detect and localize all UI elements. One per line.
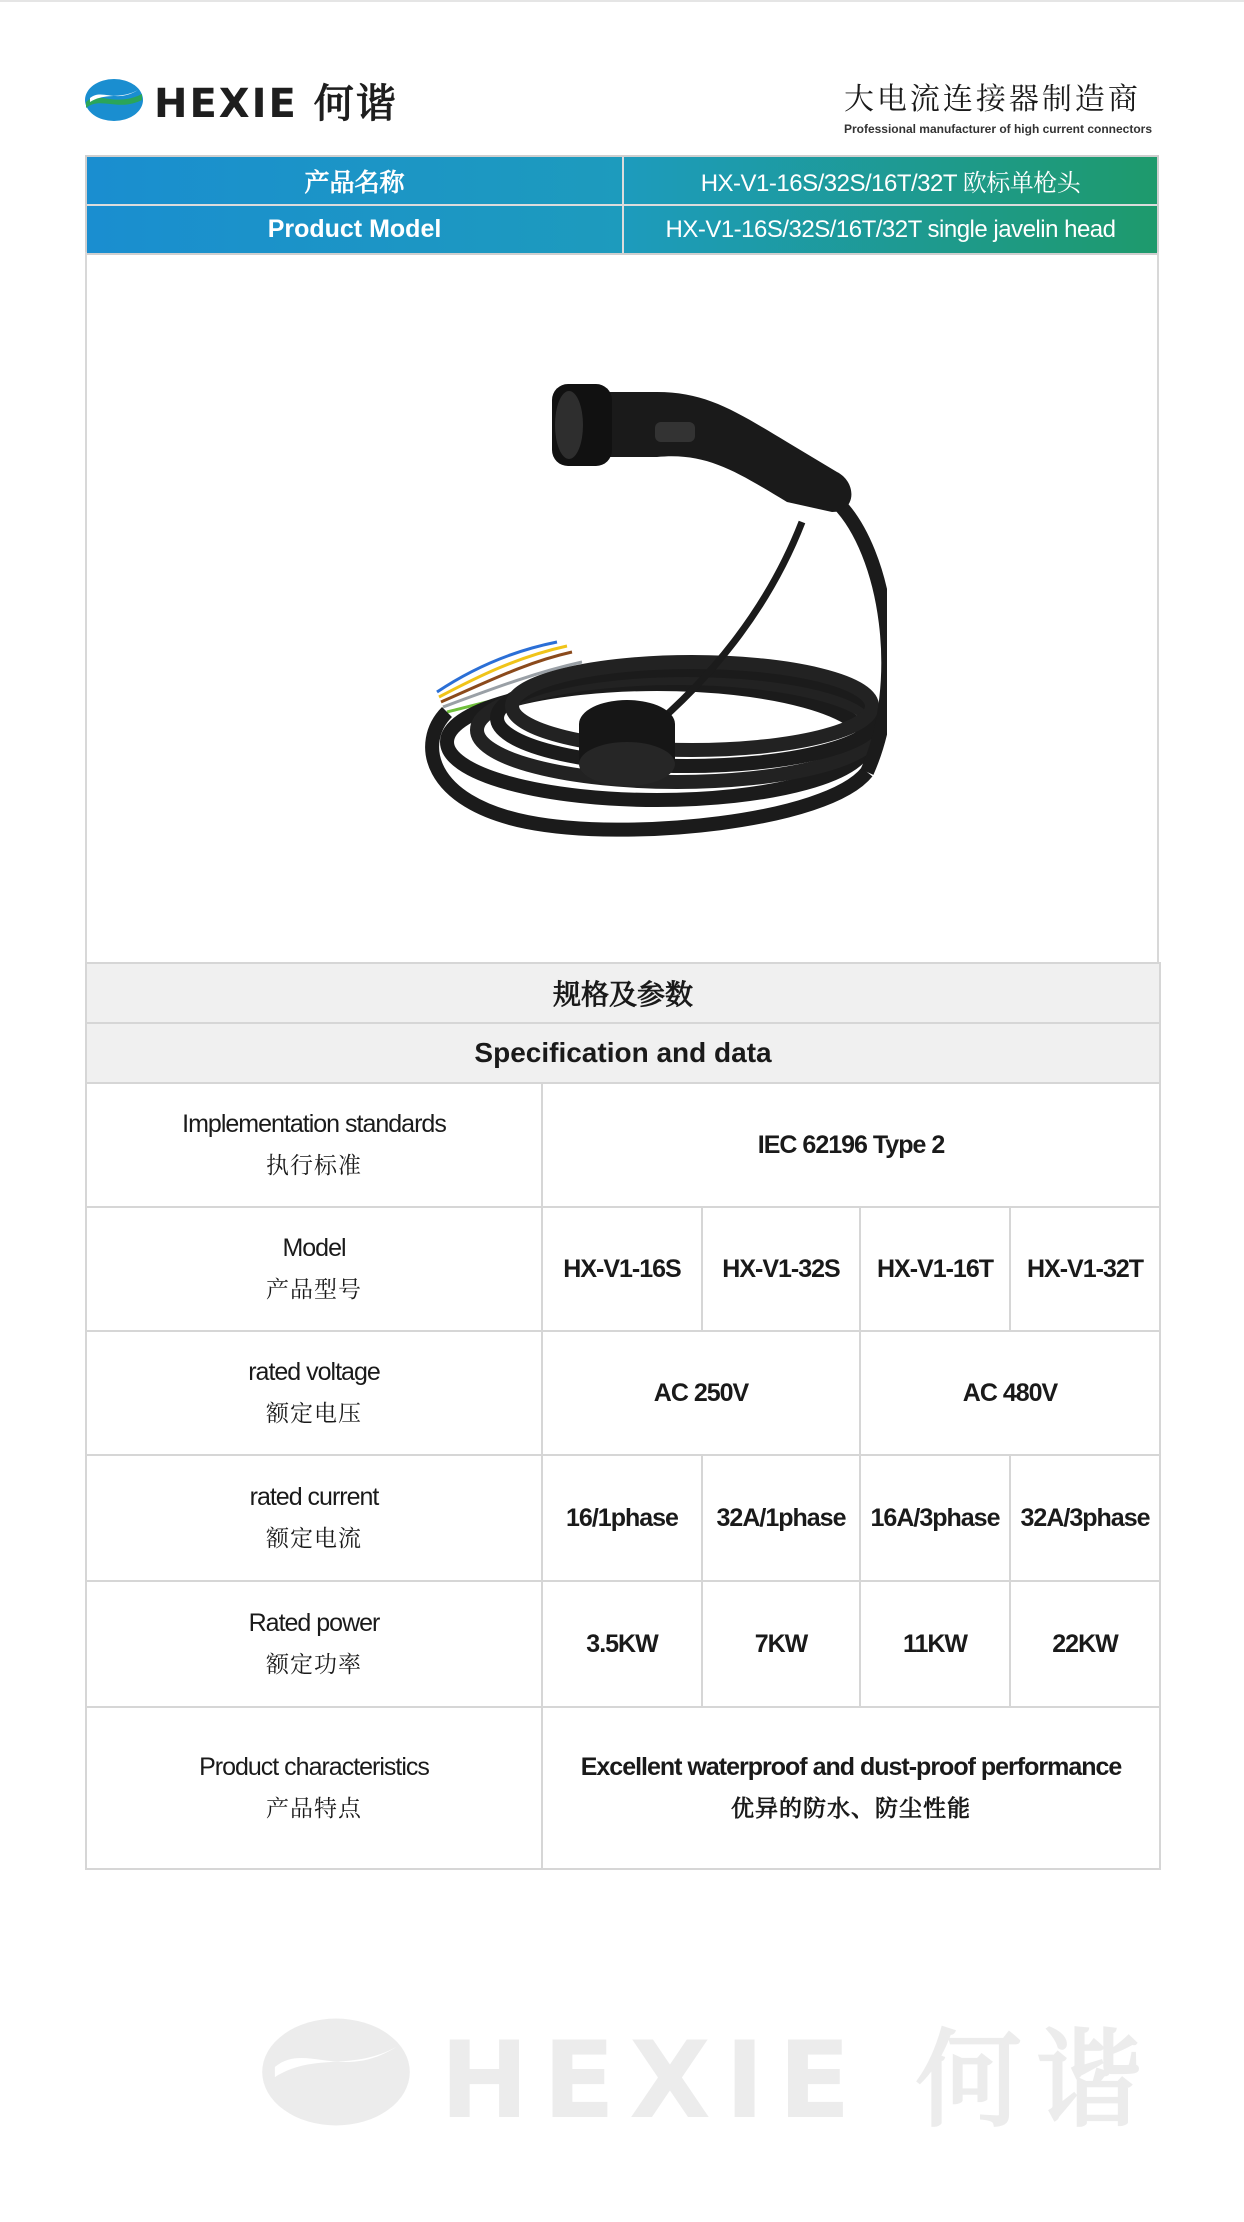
- standards-value: IEC 62196 Type 2: [542, 1083, 1160, 1207]
- title-value-en: HX-V1-16S/32S/16T/32T single javelin head: [665, 215, 1116, 243]
- row-label: [86, 1707, 542, 1869]
- label-en: Rated power: [248, 1609, 380, 1637]
- current-value: 16A/3phase: [860, 1455, 1010, 1581]
- current-value: 16/1phase: [542, 1455, 702, 1581]
- label-en: Model: [282, 1234, 346, 1262]
- ev-charger-cable-image: [407, 352, 887, 852]
- power-value: 11KW: [860, 1581, 1010, 1707]
- voltage-value: AC 250V: [542, 1331, 860, 1455]
- current-value: 32A/3phase: [1010, 1455, 1160, 1581]
- tagline-en: Professional manufacturer of high current connectors: [843, 122, 1152, 136]
- title-label-en: Product Model: [87, 206, 624, 253]
- label-cn: 额定电压: [266, 1401, 362, 1427]
- model-value: HX-V1-16S: [542, 1207, 702, 1331]
- title-value-cn: HX-V1-16S/32S/16T/32T 欧标单枪头: [700, 170, 1081, 197]
- top-divider: [0, 0, 1244, 2]
- row-label: [86, 1207, 542, 1331]
- spec-heading-cn-row: [86, 963, 1160, 1023]
- watermark-logo-icon: [258, 2016, 414, 2128]
- label-cn: 额定电流: [266, 1526, 362, 1552]
- table-row: [86, 1707, 1160, 1869]
- table-row: [86, 1455, 1160, 1581]
- model-value: HX-V1-32S: [702, 1207, 860, 1331]
- logo-mark-icon: [84, 78, 144, 122]
- label-en: rated voltage: [248, 1358, 380, 1386]
- title-label-cn: 产品名称: [87, 157, 624, 204]
- title-row-cn: [87, 157, 1157, 204]
- brand-watermark: [258, 1996, 1156, 2148]
- watermark-text: HEXIE 何谐: [440, 2019, 1156, 2142]
- spec-heading-cn: 规格及参数: [86, 963, 1160, 1023]
- spec-table: [85, 962, 1161, 1870]
- table-row: [86, 1581, 1160, 1707]
- voltage-value: AC 480V: [860, 1331, 1160, 1455]
- label-en: Implementation standards: [182, 1110, 446, 1138]
- table-row: [86, 1083, 1160, 1207]
- model-value: HX-V1-32T: [1010, 1207, 1160, 1331]
- logo-text: HEXIE 何谐: [154, 80, 398, 127]
- current-value: 32A/1phase: [702, 1455, 860, 1581]
- characteristics-en: Excellent waterproof and dust-proof performance: [580, 1753, 1122, 1781]
- tagline: [844, 74, 1152, 136]
- power-value: 22KW: [1010, 1581, 1160, 1707]
- title-row-en: [87, 204, 1157, 253]
- row-label: [86, 1083, 542, 1207]
- label-cn: 额定功率: [266, 1652, 362, 1678]
- spec-heading-en-row: [86, 1023, 1160, 1083]
- product-image-area: [85, 252, 1159, 964]
- row-label: [86, 1455, 542, 1581]
- brand-logo: [84, 76, 398, 127]
- characteristics-value: [542, 1707, 1160, 1869]
- row-label: [86, 1331, 542, 1455]
- model-value: HX-V1-16T: [860, 1207, 1010, 1331]
- label-cn: 产品特点: [266, 1796, 362, 1822]
- power-value: 3.5KW: [542, 1581, 702, 1707]
- row-label: [86, 1581, 542, 1707]
- tagline-cn: 大电流连接器制造商: [843, 82, 1141, 117]
- label-en: Product characteristics: [199, 1753, 429, 1781]
- table-row: [86, 1207, 1160, 1331]
- characteristics-cn: 优异的防水、防尘性能: [731, 1796, 972, 1822]
- title-table: [85, 155, 1159, 255]
- label-cn: 执行标准: [266, 1153, 362, 1179]
- label-en: rated current: [249, 1483, 379, 1511]
- spec-heading-en: Specification and data: [86, 1023, 1160, 1083]
- label-cn: 产品型号: [266, 1277, 362, 1303]
- table-row: [86, 1331, 1160, 1455]
- power-value: 7KW: [702, 1581, 860, 1707]
